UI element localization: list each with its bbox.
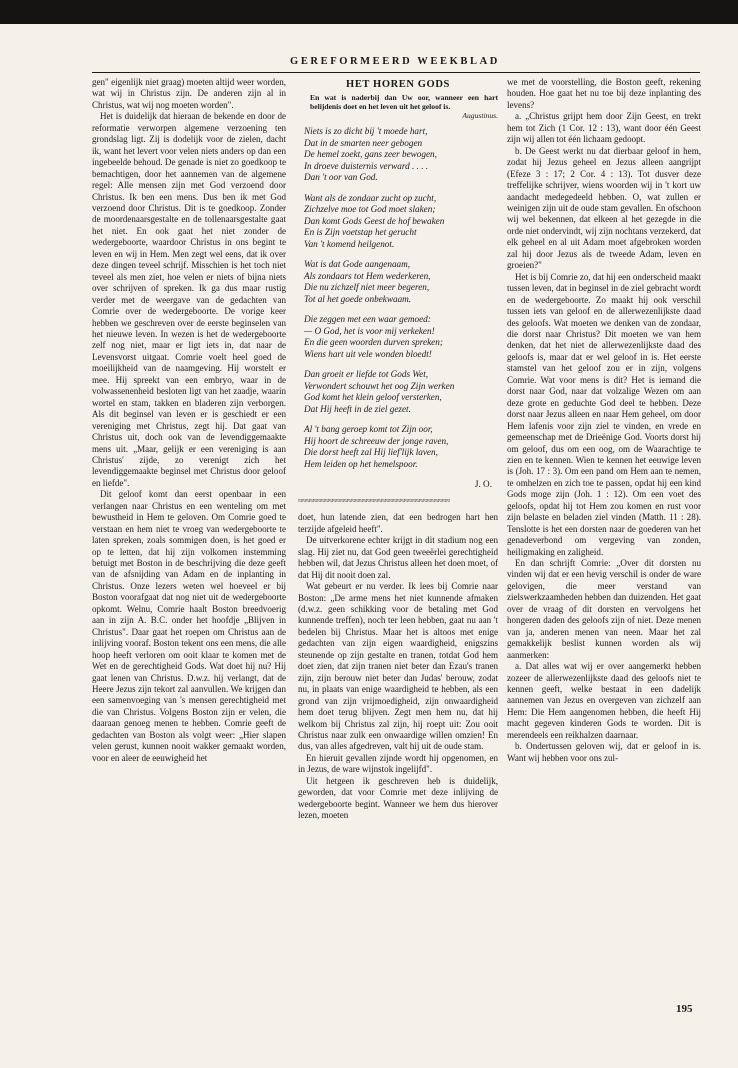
top-border bbox=[0, 0, 738, 24]
column-left bbox=[92, 77, 286, 764]
poem-line: Al 't bang geroep komt tot Zijn oor, bbox=[304, 424, 433, 435]
poem-title: HET HOREN GODS bbox=[346, 79, 450, 90]
paragraph: Het is duidelijk dat hieraan de bekende en door de reformatie verworpen algemene verzoening ten grondslag ligt. Zij is dodelijk voor de zielen, dacht ik, want het levert voor velen niets anders op dan een ingebeelde behoud. De genade is niet zo goedkoop te bemachtigen, door het aannemen van de algemene regel: Alle mensen zijn met God verzoend door Christus. Ik ben een mens. Dus ben ik met God verzoend door Christus. Dit is te goedkoop. Zonder de moordenaarsgestalte en de tollenaarsgestalte gaat het niet. En ook gaat het niet zonder de wedergeboorte, waardoor Christus in ons begint te leven en wij in Hem. Men zegt wel eens, dat ik over deze dingen teveel schrijf. Misschien is het toch niet teveel als men ziet, hoe velen er niets of bijna niets over schrijven of spreken. Ik ga dus maar rustig verder met de weergave van de gedachten van Comrie over de wedergeboorte. De vorige keer hebben we geschreven over de eerste beginselen van het nieuwe leven. In wezen is het de wedergeboorte zelf nog niet, maar er ligt iets in, dat naar de Levensvorst uitgaat. Comrie voelt heel goed de moeilijkheid van de naamgeving. Hij worstelt er mee. Hij spreekt van een embryo, waar in de volwassenenheid besloten ligt van het zaadje, waarin wortel en stam, takken en bladeren zijn verborgen. Als dit beginsel van leven er is geschiedt er een vereniging met Christus, zegt hij. Dat gaat van Christus uit, doch ook van de levendiggemaakte mens uit. „Maar, gelijk er een vereniging is aan Christus' zijde, zo verenigt zich het levendiggemaakte beginsel met Christus door geloof en liefde". bbox=[92, 111, 286, 488]
poem-line: Want als de zondaar zucht op zucht, bbox=[304, 192, 437, 203]
poem-line: Wiens hart uit vele wonden bloedt! bbox=[304, 348, 432, 359]
paragraph: En hieruit gevallen zijnde wordt hij opgenomen, en in Jezus, de ware wijnstok ingelijfd". bbox=[298, 752, 498, 775]
poem-stanza bbox=[304, 369, 498, 415]
poem-stanza bbox=[304, 126, 498, 184]
poem-line: En is Zijn voetstap het gerucht bbox=[304, 227, 417, 238]
paragraph: Uit hetgeen ik geschreven heb is duidelijk, geworden, dat voor Comrie met deze inlijving de wedergeboorte begint. Wanneer we hem dus hierover lezen, moeten bbox=[298, 775, 498, 821]
poem-line: Als zondaars tot Hem wederkeren, bbox=[304, 270, 431, 281]
poem-line: Dan groeit er liefde tot Gods Wet, bbox=[304, 369, 429, 380]
poem-line: Die zeggen met een waar gemoed: bbox=[304, 314, 431, 325]
poem-line: Dan 't oor van God. bbox=[304, 172, 378, 183]
poem-motto-source: Augustinus. bbox=[462, 111, 498, 121]
paragraph: b. De Geest werkt nu dat dierbaar geloof in hem, zodat hij Jezus geheel en Jezus alleen aangrijpt (Efeze 3 : 17; 2 Cor. 4 : 13). Tot dusver deze treffelijke schrijver, wiens woorden wij in 't kort uw aandacht medegedeeld hebben. O, wat zullen er weinigen zijn uit de oude stam gevallen. En ofschoon wij wel bekennen, dat elkeen al het gezegde in die orde niet ondervindt, wij zijn nochtans verzekerd, dat elk geheel en al uit Adam moet afgebroken worden zal hij door Jezus als de tweede Adam, leven en groeien?" bbox=[507, 145, 701, 271]
paragraph: Wat gebeurt er nu verder. Ik lees bij Comrie naar Boston: „De arme mens het niet kunnende afmaken (d.w.z. geen schikking voor de betaling met God kunnende treffen), noch ter leen hebben, gaat nu aan 't bedelen bij Christus. Maar het is altoos met enige gedachten van zijn eigen waardigheid, enigszins steunende op zijn gestalte en tranen, totdat God hem doet zien, dat zijn tranen niet beter dan Ezau's tranen zijn, zijn berouw niet beter dan Judas' berouw, zodat nu, in plaats van enige waardigheid te hebben, als een grond van zijn vrijmoedigheid, zijn onwaardigheid hem doet terug blijven. Zegt men hem nu, dat hij welkom bij Christus zal zijn, hij roept uit: Zou ooit Christus naar zulk een onwaardige willen omzien! En dus, van alles afgedreven, valt hij uit de oude stam. bbox=[298, 581, 498, 752]
poem-line: In droeve duisternis verward . . . . bbox=[304, 160, 429, 171]
poem-line: Verwondert schouwt het oog Zijn werken bbox=[304, 380, 455, 391]
poem-stanza bbox=[304, 259, 498, 305]
wave-divider: ≈≈≈≈≈≈≈≈≈≈≈≈≈≈≈≈≈≈≈≈≈≈≈≈≈≈≈≈≈≈≈≈≈≈≈≈≈≈≈≈ bbox=[298, 495, 450, 505]
poem-line: Die dorst heeft zal Hij lief'lijk laven, bbox=[304, 447, 438, 458]
poem-line: Dat Hij heeft in de ziel gezet. bbox=[304, 403, 411, 414]
poem-line: Wat is dat Gode aangenaam, bbox=[304, 259, 411, 270]
poem-line: En die geen woorden durven spreken; bbox=[304, 337, 443, 348]
paragraph: we met de voorstelling, die Boston geeft, rekening houden. Hoe gaat het nu toe bij deze inplanting des levens? bbox=[507, 77, 701, 110]
poem-line: Van 't komend heilgenot. bbox=[304, 238, 395, 249]
poem-stanza bbox=[304, 314, 498, 360]
poem-line: De hemel zoekt, gans zeer bewogen, bbox=[304, 149, 437, 160]
poem-stanza bbox=[304, 193, 498, 251]
poem-line: Hem leiden op het hemelspoor. bbox=[304, 458, 418, 469]
paragraph: a. „Christus grijpt hem door Zijn Geest, en trekt hem tot Zich (1 Cor. 12 : 13), want door één Geest zijn wij allen tot één lichaam gedoopt. bbox=[507, 111, 701, 145]
paragraph: Het is bij Comrie zo, dat hij een onderscheid maakt tussen leven, dat in beginsel in de ziel gebracht wordt en de wedergeboorte. Zo maakt hij ook verschil tussen iets van geloof en de allerwezenlijkste daad des geloofs. Wat moeten we denken van de zondaar, die dorst naar Christus? Dit moeten we van hem denken, dat het niet de allerwezenlijkste daad des geloofs is, maar dat er wel geloof in is. Het eerste stamstel van het geloof zou er in zijn, volgens Comrie. Wat voor mens is dit? Het is iemand die dorst naar God, naar dat volzalige Wezen om aan deze grote en geduchte God deel te hebben. Deze dorst naar Jezus alleen en naar Hem geheel, om door Hem lafenis voor zijn ziel te vinden, en vrede en gemeenschap met de Drieënige God. Voorts dorst hij om geloof, dus om een oog, om de Waarachtige te zien en te kennen. Wien te kennen het eeuwige leven is (Joh. 17 : 3). Om een pand om Hem aan te nemen, te omhelzen en zich toe te passen, opdat hij een kind Gods moge zijn (Joh. 1 : 12). Om een voet des geloofs, opdat hij tot Hem zou komen en rust voor zijn belaste en beladen ziel vinden (Matth. 11 : 28). Tenslotte is het een dorsten naar de goederen van het genadeverbond om vergeving van zonden, heiligmaking en zaligheid. bbox=[507, 271, 701, 557]
poem-line: Niets is zo dicht bij 't moede hart, bbox=[304, 126, 428, 137]
header-rule bbox=[92, 72, 700, 73]
poem-signature: J. O. bbox=[474, 479, 492, 490]
paragraph: En dan schrijft Comrie: „Over dit dorsten nu vinden wij dat er een hevig verschil is onder de ware gelovigen, die meer verstand van zielswerkzaamheden hebben dan duizenden. Het gaat over de vraag of dit dorsten en vervolgens het hongeren daden des geloofs zijn of niet. Deze menen van ja, anderen menen van neen. Maar het zal gemakkelijk beslist kunnen worden als wij aanmerken: bbox=[507, 558, 701, 660]
poem-line: Tot al het goede onbekwaam. bbox=[304, 293, 412, 304]
column-right bbox=[507, 77, 701, 764]
poem-line: Zichzelve moe tot God moet slaken; bbox=[304, 204, 436, 215]
page-number: 195 bbox=[676, 1003, 693, 1015]
poem-line: — O God, het is voor mij verkeken! bbox=[304, 325, 435, 336]
column-middle bbox=[298, 77, 498, 822]
paragraph: a. Dat alles wat wij er over aangemerkt hebben zozeer de allerwezenlijkste daad des geloofs niet te kennen geeft, welke bestaat in een dadelijk aannemen van Jezus en overgeven van zichzelf aan Hem: Die Hem aangenomen hebben, die heeft Hij macht gegeven kinderen Gods te worden. Dit is merendeels een reikhalzen daarnaar. bbox=[507, 661, 701, 740]
poem-line: Hij hoort de schreeuw der jonge raven, bbox=[304, 435, 449, 446]
page-header: GEREFORMEERD WEEKBLAD bbox=[290, 56, 500, 67]
paragraph: gen" eigenlijk niet graag) moeten altijd weer worden, wat wij in Christus zijn. De anderen zijn al in Christus, wat wij nog moeten worden". bbox=[92, 77, 286, 110]
poem-stanza bbox=[304, 424, 498, 470]
paragraph: b. Ondertussen geloven wij, dat er geloof in is. Want wij hebben voor ons zul- bbox=[507, 741, 701, 763]
poem-line: God komt het klein geloof versterken, bbox=[304, 392, 442, 403]
poem-line: Dan komt Gods Geest de hof bewaken bbox=[304, 215, 445, 226]
paragraph: Dit geloof komt dan eerst openbaar in een verlangen naar Christus en een wenteling om met bewustheid in Hem te geloven. Om Comrie goed te verstaan en hem niet te vroeg van wedergeboorte te laten spreken, zoals sommigen doen, is het goed er op te letten, dat hij zijn volkomen instemming betuigt met Boston in de beschrijving die deze geeft van de afsnijding van Adam en de inplanting in Christus. Onze lezers weten wel hoeveel er bij Boston voorafgaat dat nog niet uit de wedergeboorte opkomt. Welnu, Comrie haalt Boston breedvoerig aan in zijn A. B.C. onder het hoofdje „Blijven in Christus". Daar gaat het roepen om Christus aan de inlijving vooraf. Boston tekent ons een mens, die alle hoop heeft verloren om ooit klaar te komen met de Wet en de gerechtigheid Gods. Wat doet hij nu? Hij gaat lenen van Christus. D.w.z. hij verlangt, dat de Heere Jezus zijn tekort zal aanvullen. We krijgen dan een samenvoeging van 's mensen gerechtigheid met die van Christus. Volgens Boston zijn er velen, die daaraan genoeg menen te hebben. Comrie geeft de gedachten van Boston als volgt weer: „Hier slapen velen gerust, kunnen nooit wakker gemaakt worden, voor en aleer de eeuwigheid het bbox=[92, 489, 286, 763]
paragraph: doet, hun latende zien, dat een bedrogen hart hen terzijde afgeleid heeft". bbox=[298, 512, 498, 534]
poem-motto: En wat is naderbij dan Uw oor, wanneer een hart belijdenis doet en het leven uit het geloof is. bbox=[310, 93, 498, 112]
paragraph: De uitverkorene echter krijgt in dit stadium nog een slag. Hij ziet nu, dat God geen tweeërlei gerechtigheid hebben wil, dat Jezus Christus alleen het doen moet, of dat Hij dit nooit doen zal. bbox=[298, 535, 498, 580]
poem-line: Die nu zichzelf niet meer begeren, bbox=[304, 282, 430, 293]
poem-line: Dat in de smarten neer gebogen bbox=[304, 137, 423, 148]
